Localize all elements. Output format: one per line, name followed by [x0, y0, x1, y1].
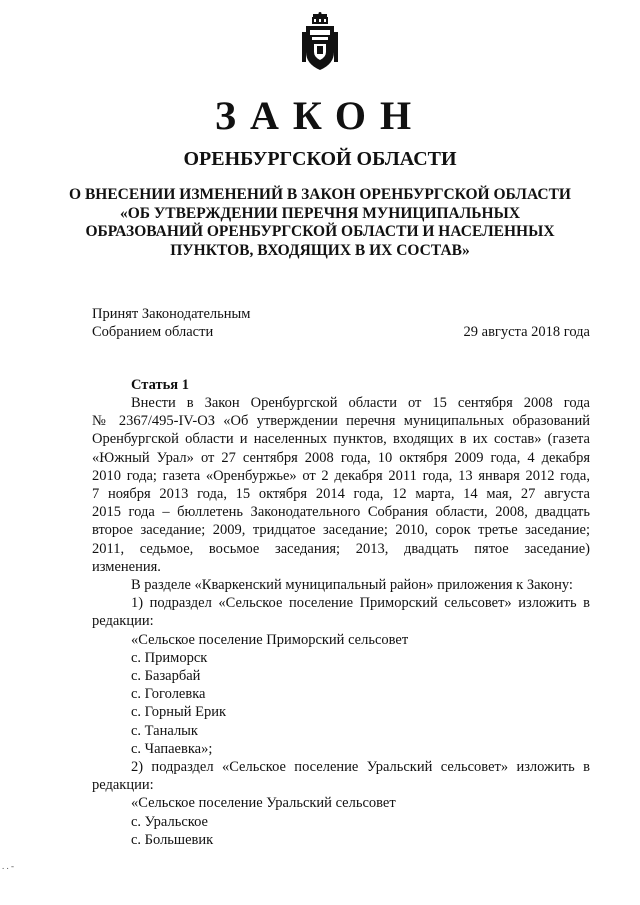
place-list-item: с. Большевик: [131, 831, 214, 848]
adoption-line: Собранием области: [92, 324, 214, 340]
item-1-title: «Сельское поселение Приморский сельсовет: [131, 631, 409, 648]
scan-specks: . . -: [2, 861, 14, 871]
coat-of-arms-icon: [300, 12, 340, 72]
section-line: В разделе «Кваркенский муниципальный район» приложения к Закону:: [131, 577, 573, 594]
adoption-info: [92, 305, 250, 341]
item-2-title: «Сельское поселение Уральский сельсовет: [131, 795, 396, 812]
place-list-item: с. Приморск: [131, 649, 208, 666]
place-list-item: с. Базарбай: [131, 668, 201, 685]
paragraph-line: Внести в Закон Оренбургской области от 15 сентября 2008 года: [131, 395, 590, 411]
place-list-item: с. Горный Ерик: [131, 704, 227, 721]
paragraph-line: «Южный Урал» от 27 сентября 2008 года, 10 октября 2009 года, 4 декабря: [92, 449, 590, 466]
law-title: ЗАКОН: [214, 93, 426, 138]
adoption-date: 29 августа 2018 года: [463, 324, 590, 340]
subtitle-line: О ВНЕСЕНИИ ИЗМЕНЕНИЙ В ЗАКОН ОРЕНБУРГСКОЙ ОБЛАСТИ: [69, 186, 571, 203]
subtitle-line: ОБРАЗОВАНИЙ ОРЕНБУРГСКОЙ ОБЛАСТИ И НАСЕЛЕННЫХ: [85, 223, 555, 240]
paragraph-line: 7 ноября 2013 года, 15 октября 2014 года, 12 марта, 14 мая, 27 августа: [92, 486, 590, 503]
region-title: ОРЕНБУРГСКОЙ ОБЛАСТИ: [183, 148, 457, 170]
paragraph-line: 2015 года – бюллетень Законодательного Собрания области, 2008, двадцать: [92, 504, 590, 521]
law-subtitle: [60, 186, 580, 260]
item-1-line: редакции:: [92, 613, 154, 630]
paragraph-line: изменения.: [92, 558, 161, 575]
place-list-item: с. Уральское: [131, 813, 208, 830]
article-body: [92, 394, 590, 849]
subtitle-line: ПУНКТОВ, ВХОДЯЩИХ В ИХ СОСТАВ»: [170, 241, 470, 259]
item-2-line: редакции:: [92, 777, 154, 794]
paragraph-line: Оренбургской области и населенных пунктов, входящих в их состав» (газета: [92, 431, 590, 448]
item-2-line: 2) подраздел «Сельское поселение Уральский сельсовет» изложить в: [131, 759, 590, 776]
paragraph-line: № 2367/495-IV-ОЗ «Об утверждении перечня муниципальных образований: [92, 413, 590, 430]
item-1-line: 1) подраздел «Сельское поселение Приморский сельсовет» изложить в: [131, 595, 590, 612]
place-list-item: с. Таналык: [131, 722, 198, 739]
paragraph-line: 2011, седьмое, восьмое заседания; 2013, двадцать пятое заседание): [92, 540, 590, 557]
article-heading: Статья 1: [131, 377, 189, 393]
adoption-line: Принят Законодательным: [92, 306, 251, 322]
place-list-item: с. Гоголевка: [131, 686, 206, 703]
paragraph-line: второе заседание; 2009, тридцатое заседание; 2010, сорок третье заседание;: [92, 522, 590, 539]
paragraph-line: 2010 года; газета «Оренбуржье» от 2 декабря 2011 года, 13 января 2012 года,: [92, 467, 590, 484]
place-list-item: с. Чапаевка»;: [131, 740, 213, 757]
subtitle-line: «ОБ УТВЕРЖДЕНИИ ПЕРЕЧНЯ МУНИЦИПАЛЬНЫХ: [119, 204, 521, 222]
